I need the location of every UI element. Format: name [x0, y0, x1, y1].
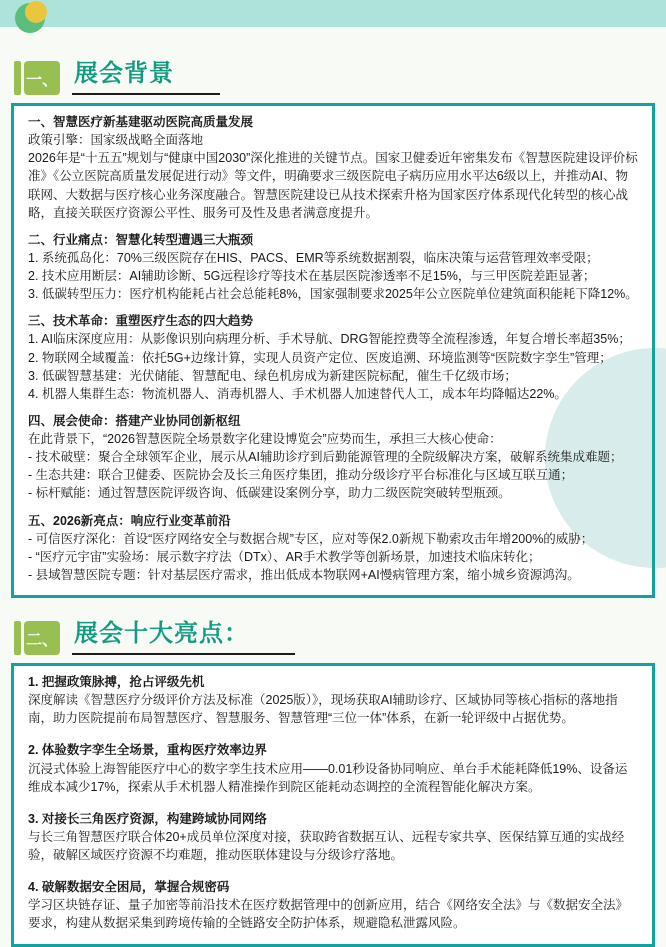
highlight-heading: 3. 对接长三角医疗资源，构建跨域协同网络 — [28, 811, 267, 826]
highlight-heading: 1. 把握政策脉搏，抢占评级先机 — [28, 675, 205, 689]
highlight-2 — [28, 741, 639, 795]
section-line: 4. 机器人集群生态：物流机器人、消毒机器人、手术机器人加速替代人工，成本年均降幅达22%。 — [28, 386, 567, 401]
section-heading: 二、行业痛点：智慧化转型遭遇三大瓶颈 — [28, 232, 254, 247]
section-heading: 三、技术革命：重塑医疗生态的四大趋势 — [28, 314, 254, 329]
card-content — [11, 103, 655, 598]
section-heading: 一、智慧医疗新基建驱动医院高质量发展 — [28, 115, 254, 129]
section-line: - 标杆赋能：通过智慧医院评级咨询、低碳建设案例分享，助力二级医院突破转型瓶颈。 — [28, 486, 511, 501]
section-line: 2026年是“十五五”规划与“健康中国2030”深化推进的关键节点。国家卫健委近年密集发布《智慧医院建设评价标准》《公立医院高质量发展促进行动》等文件，明确要求三级医院电子病历应用水平达6级以上，并推动AI、物联网、大数据与医疗核心业务深度融合。智慧医院建设已从技术探索升格为国家医疗体系现代化转型的核心战略，直接关联医疗资源公平性、服务可及性及患者满意度提升。 — [28, 151, 638, 220]
highlight-body: 深度解读《智慧医疗分级评价方法及标准（2025版）》，现场获取AI辅助诊疗、区域协同等核心指标的落地指南，助力医院提前布局智慧医疗、智慧服务、智慧管理“三位一体”体系，在新一轮评级中占据优势。 — [28, 693, 618, 726]
section-header-background — [14, 53, 666, 95]
section-number-badge — [24, 621, 60, 655]
section-line: - “医疗元宇宙”实验场：展示数字疗法（DTx）、AR手术教学等创新场景，加速技术临床转化； — [28, 549, 541, 564]
section-title: 展会十大亮点： — [74, 620, 249, 647]
section-line: 3. 低碳智慧基建：光伏储能、智慧配电、绿色机房成为新建医院标配，催生千亿级市场； — [28, 368, 517, 383]
section-line: 政策引擎：国家级战略全面落地 — [28, 133, 204, 148]
section-line: 3. 低碳转型压力：医疗机构能耗占社会总能耗8%，国家强制要求2025年公立医院单位建筑面积能耗下降12%。 — [28, 287, 638, 302]
section-line: 1. AI临床深度应用：从影像识别向病理分析、手术导航、DRG智能控费等全流程渗透，年复合增长率超35%； — [28, 332, 631, 347]
card-section-3 — [28, 312, 639, 403]
highlight-heading: 2. 体验数字孪生全场景，重构医疗效率边界 — [28, 743, 267, 758]
badge-accent-bar — [14, 621, 21, 655]
section-title-underline — [72, 613, 295, 655]
card-section-4 — [28, 412, 639, 503]
section-line: 在此背景下，“2026智慧医院全场景数字化建设博览会”应势而生，承担三大核心使命： — [28, 432, 502, 446]
card-content — [11, 663, 655, 947]
highlight-body: 沉浸式体验上海智能医疗中心的数字孪生技术应用——0.01秒设备协同响应、单台手术能耗降低19%、设备运维成本减少17%，探索从手术机器人精准操作到院区能耗动态调控的全流程智能化解决方案。 — [28, 761, 628, 794]
section-header-highlights — [14, 613, 666, 655]
highlight-3 — [28, 810, 639, 864]
section-line: 1. 系统孤岛化：70%三级医院存在HIS、PACS、EMR等系统数据割裂，临床决策与运营管理效率受限； — [28, 250, 599, 265]
highlight-body: 学习区块链存证、量子加密等前沿技术在医疗数据管理中的创新应用，结合《网络安全法》与《数据安全法》要求，构建从数据采集到跨境传输的全链路安全防护体系，规避隐私泄露风险。 — [28, 898, 629, 931]
highlight-body: 与长三角智慧医疗联合体20+成员单位深度对接，获取跨省数据互认、远程专家共享、医保结算互通的实战经验，破解区域医疗资源不均难题，推动医联体建设与分级诊疗落地。 — [28, 829, 625, 862]
section-number-badge — [24, 61, 60, 95]
content-card-highlights — [11, 663, 655, 947]
section-heading: 五、2026新亮点：响应行业变革前沿 — [28, 513, 231, 528]
section-line: - 县域智慧医院专题：针对基层医疗需求，推出低成本物联网+AI慢病管理方案，缩小城乡资源鸿沟。 — [28, 567, 580, 582]
highlight-1 — [28, 673, 639, 727]
section-line: - 生态共建：联合卫健委、医院协会及长三角医疗集团，推动分级诊疗平台标准化与区域互联互通； — [28, 468, 574, 483]
section-number-label: 二、 — [25, 631, 58, 649]
brand-dot-yellow — [25, 1, 47, 23]
section-line: - 可信医疗深化：首设“医疗网络安全与数据合规”专区，应对等保2.0新规下勒索攻击年增200%的威胁； — [28, 531, 594, 546]
section-line: 2. 技术应用断层：AI辅助诊断、5G远程诊疗等技术在基层医院渗透率不足15%，与三甲医院差距显著； — [28, 269, 596, 283]
badge-accent-bar — [14, 61, 21, 95]
section-heading: 四、展会使命：搭建产业协同创新枢纽 — [28, 413, 241, 428]
section-line: 2. 物联网全域覆盖：依托5G+边缘计算，实现人员资产定位、医废追溯、环境监测等“医院数字孪生”管理； — [28, 350, 612, 365]
highlight-heading: 4. 破解数据安全困局，掌握合规密码 — [28, 880, 230, 895]
section-title: 展会背景 — [74, 60, 174, 87]
section-line: - 技术破壁：聚合全球领军企业，展示从AI辅助诊疗到后勤能源管理的全院级解决方案，破解系统集成难题； — [28, 450, 623, 465]
card-section-5 — [28, 512, 639, 585]
card-section-1 — [28, 113, 639, 222]
highlight-4 — [28, 878, 639, 932]
top-band — [0, 0, 666, 27]
section-title-underline — [72, 53, 220, 95]
section-number-label: 一、 — [25, 71, 58, 89]
card-section-2 — [28, 231, 639, 304]
content-card-background — [11, 103, 655, 598]
